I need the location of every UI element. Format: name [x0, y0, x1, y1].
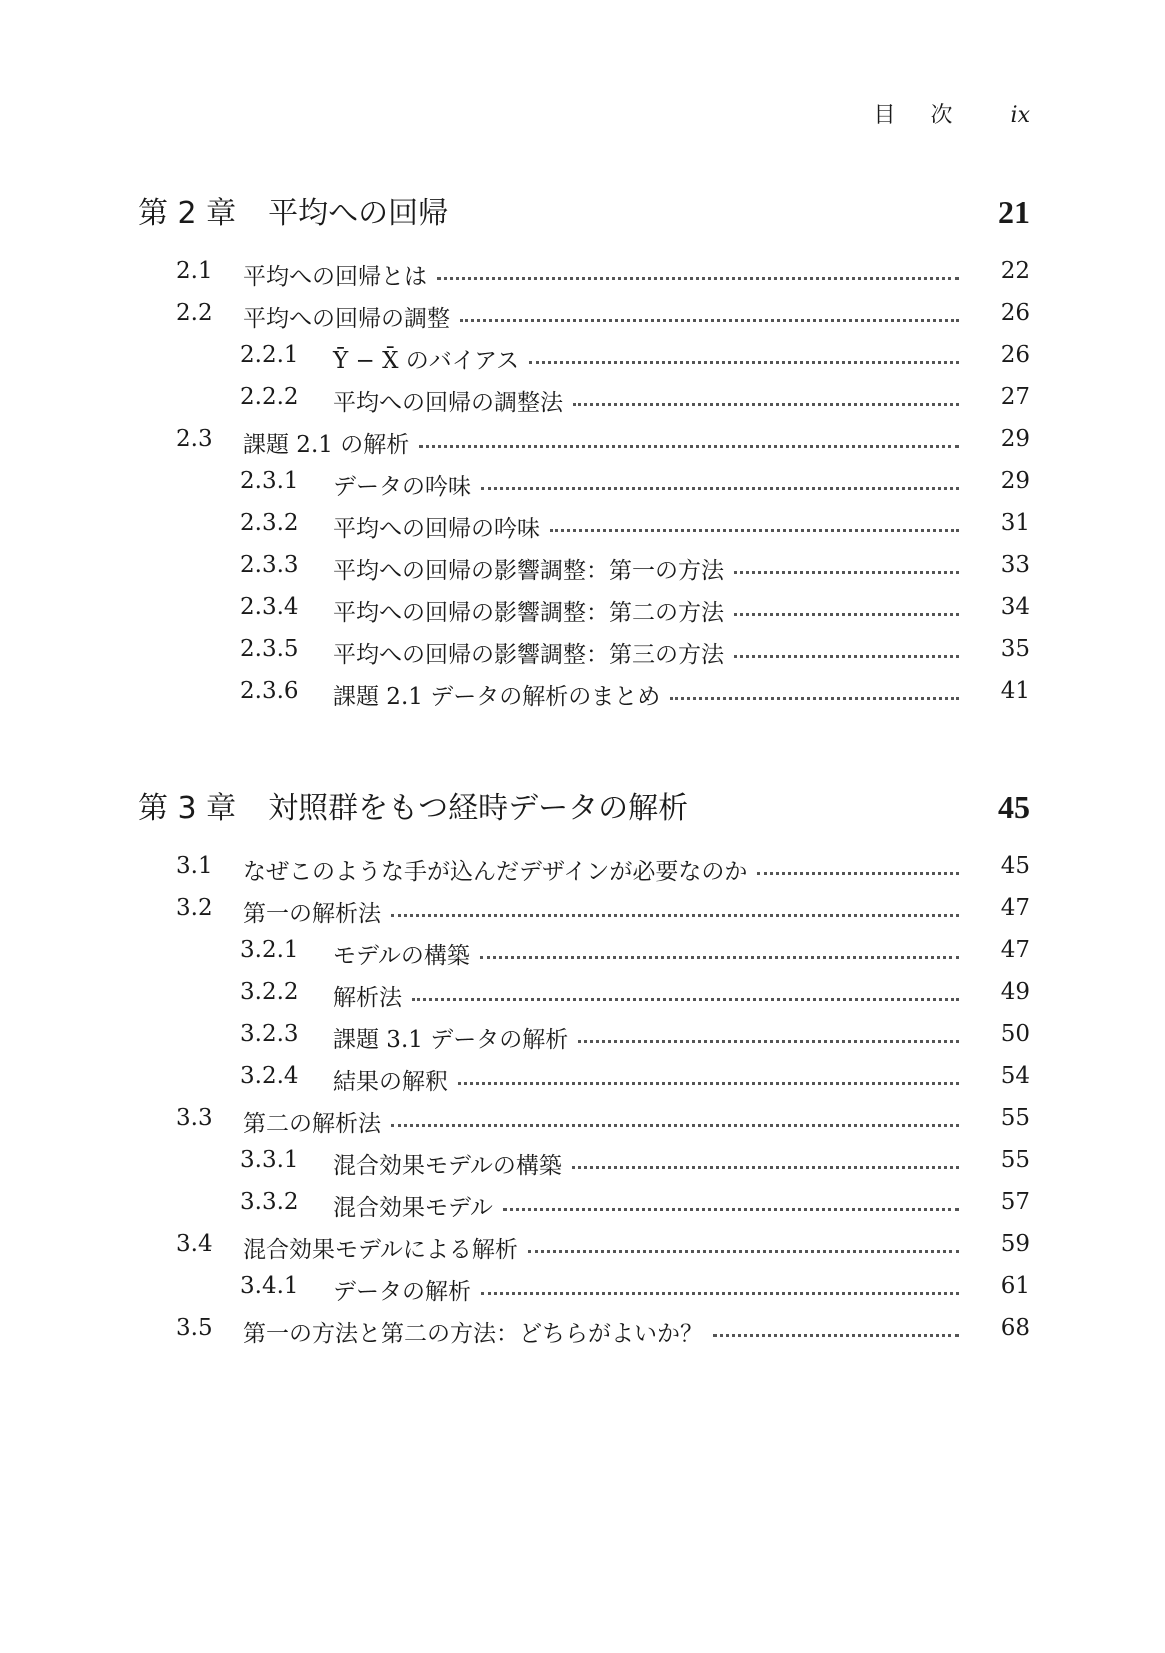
toc-entry-number: 2.3.5 — [240, 636, 299, 662]
chapter-heading-3 — [138, 783, 1030, 827]
toc-entry[interactable] — [0, 384, 1165, 428]
running-header-title: 目 次 — [873, 103, 967, 128]
dot-leader — [713, 1333, 959, 1337]
dot-leader — [528, 1249, 959, 1253]
toc-entry-title: 解析法 — [333, 985, 402, 1011]
toc-entry-page: 55 — [1000, 1147, 1030, 1173]
toc-entry-title: 課題 3.1 データの解析 — [333, 1027, 569, 1053]
toc-entry[interactable] — [0, 853, 1165, 897]
toc-entry[interactable] — [0, 300, 1165, 344]
toc-entry-page: 41 — [1000, 678, 1030, 704]
toc-entry-title: 第一の解析法 — [243, 901, 381, 927]
toc-entry-number: 3.2.2 — [240, 979, 299, 1005]
toc-entry-title-wrap — [243, 1315, 971, 1348]
toc-entry-title-wrap — [333, 636, 971, 669]
chapter-title: 対照群をもつ経時データの解析 — [268, 791, 689, 826]
toc-entry-number: 2.3.2 — [240, 510, 299, 536]
toc-entry[interactable] — [0, 937, 1165, 981]
toc-entry-number: 3.2 — [176, 895, 213, 921]
dot-leader — [734, 612, 959, 616]
toc-entry-page: 33 — [1000, 552, 1030, 578]
chapter-heading-2 — [138, 188, 1030, 232]
toc-entry-page: 26 — [1000, 300, 1030, 326]
toc-entry-title: 平均への回帰の影響調整：第二の方法 — [333, 600, 724, 626]
toc-entry-title: 平均への回帰の影響調整：第三の方法 — [333, 642, 724, 668]
toc-entry[interactable] — [0, 426, 1165, 470]
toc-entry[interactable] — [0, 1231, 1165, 1275]
toc-entry-title-wrap — [333, 678, 971, 711]
toc-entry-title: 平均への回帰の調整 — [243, 306, 450, 332]
toc-entry[interactable] — [0, 552, 1165, 596]
toc-entry-page: 47 — [1000, 895, 1030, 921]
dot-leader — [734, 654, 959, 658]
toc-entry-title-wrap — [333, 979, 971, 1012]
toc-entry-title-wrap — [333, 468, 971, 501]
toc-entry-page: 45 — [1000, 853, 1030, 879]
toc-entry[interactable] — [0, 979, 1165, 1023]
dot-leader — [480, 955, 959, 959]
toc-entry-title-wrap — [333, 1063, 971, 1096]
dot-leader — [460, 318, 959, 322]
chapter-page: 45 — [998, 789, 1030, 825]
toc-entry-title: 混合効果モデル — [333, 1195, 493, 1221]
toc-entry-number: 2.3.3 — [240, 552, 299, 578]
toc-entry-number: 2.2.1 — [240, 342, 299, 368]
toc-entry-number: 3.5 — [176, 1315, 213, 1341]
toc-entry-number: 2.3.4 — [240, 594, 299, 620]
toc-entry-page: 54 — [1000, 1063, 1030, 1089]
toc-entry-title-wrap — [333, 594, 971, 627]
toc-entry-title-wrap — [333, 1273, 971, 1306]
toc-entry-number: 3.3 — [176, 1105, 213, 1131]
toc-entry-page: 55 — [1000, 1105, 1030, 1131]
toc-entry-number: 3.4 — [176, 1231, 213, 1257]
dot-leader — [578, 1039, 959, 1043]
toc-entry-page: 26 — [1000, 342, 1030, 368]
toc-entry-page: 29 — [1000, 468, 1030, 494]
dot-leader — [391, 913, 959, 917]
toc-entry[interactable] — [0, 594, 1165, 638]
dot-leader — [757, 871, 959, 875]
toc-entry-page: 29 — [1000, 426, 1030, 452]
dot-leader — [550, 528, 959, 532]
toc-entry-title-wrap — [243, 1231, 971, 1264]
toc-entry-number: 2.2 — [176, 300, 213, 326]
toc-entry[interactable] — [0, 342, 1165, 386]
toc-entry-number: 2.3 — [176, 426, 213, 452]
toc-entry-number: 3.2.3 — [240, 1021, 299, 1047]
toc-entry-title-wrap — [333, 342, 971, 375]
toc-entry-title: 課題 2.1 データの解析のまとめ — [333, 684, 661, 710]
toc-entry[interactable] — [0, 636, 1165, 680]
dot-leader — [503, 1207, 959, 1211]
toc-entry-title: 第二の解析法 — [243, 1111, 381, 1137]
toc-entry[interactable] — [0, 678, 1165, 722]
toc-entry-title: 平均への回帰の影響調整：第一の方法 — [333, 558, 724, 584]
chapter-label: 第 3 章 — [138, 791, 237, 826]
dot-leader — [529, 360, 959, 364]
toc-entry-page: 22 — [1000, 258, 1030, 284]
toc-entry-number: 2.2.2 — [240, 384, 299, 410]
toc-entry[interactable] — [0, 1021, 1165, 1065]
toc-entry-number: 2.1 — [176, 258, 213, 284]
toc-entry-title: モデルの構築 — [333, 943, 470, 969]
toc-entry[interactable] — [0, 1189, 1165, 1233]
toc-entry[interactable] — [0, 1147, 1165, 1191]
toc-entry-title-wrap — [243, 300, 971, 333]
toc-entry-title-wrap — [243, 853, 971, 886]
toc-entry[interactable] — [0, 1315, 1165, 1359]
toc-entry-number: 3.3.2 — [240, 1189, 299, 1215]
toc-entry-title: 第一の方法と第二の方法：どちらがよいか？ — [243, 1321, 703, 1347]
toc-entry-title-wrap — [243, 426, 971, 459]
toc-entry-number: 3.4.1 — [240, 1273, 299, 1299]
toc-entry-title: データの解析 — [333, 1279, 471, 1305]
toc-entry-title: 平均への回帰の吟味 — [333, 516, 540, 542]
toc-entry-title-wrap — [243, 1105, 971, 1138]
toc-entry-title: 結果の解釈 — [333, 1069, 448, 1095]
toc-entry[interactable] — [0, 895, 1165, 939]
dot-leader — [412, 997, 959, 1001]
toc-entry-number: 3.1 — [176, 853, 213, 879]
dot-leader — [572, 1165, 959, 1169]
toc-entry-page: 50 — [1000, 1021, 1030, 1047]
toc-entry-page: 68 — [1000, 1315, 1030, 1341]
toc-entry-title: なぜこのような手が込んだデザインが必要なのか — [243, 859, 748, 885]
running-header — [874, 98, 1030, 129]
toc-entry-title-wrap — [333, 1147, 971, 1180]
toc-entry-title-wrap — [333, 510, 971, 543]
dot-leader — [734, 570, 959, 574]
running-header-page-number: ix — [1010, 103, 1030, 128]
toc-entry-number: 2.3.1 — [240, 468, 299, 494]
dot-leader — [391, 1123, 959, 1127]
toc-entry-number: 3.2.4 — [240, 1063, 299, 1089]
dot-leader — [437, 276, 959, 280]
chapter-label: 第 2 章 — [138, 196, 237, 231]
toc-entry-page: 35 — [1000, 636, 1030, 662]
toc-entry[interactable] — [0, 1063, 1165, 1107]
toc-entry-page: 59 — [1000, 1231, 1030, 1257]
dot-leader — [458, 1081, 959, 1085]
dot-leader — [419, 444, 959, 448]
toc-entry[interactable] — [0, 510, 1165, 554]
toc-entry-number: 3.2.1 — [240, 937, 299, 963]
toc-entry-title: 課題 2.1 の解析 — [243, 432, 410, 458]
toc-entry-number: 2.3.6 — [240, 678, 299, 704]
toc-entry-title: Ȳ − X̄ のバイアス — [333, 348, 520, 374]
chapter-page: 21 — [998, 194, 1030, 230]
toc-entry-title-wrap — [333, 552, 971, 585]
toc-entry[interactable] — [0, 468, 1165, 512]
toc-entry[interactable] — [0, 258, 1165, 302]
toc-entry-title: データの吟味 — [333, 474, 471, 500]
dot-leader — [481, 486, 959, 490]
toc-entry-page: 57 — [1000, 1189, 1030, 1215]
toc-entry-page: 27 — [1000, 384, 1030, 410]
toc-entry-title: 平均への回帰とは — [243, 264, 427, 290]
toc-entry-title-wrap — [333, 384, 971, 417]
dot-leader — [670, 696, 959, 700]
toc-entry-title: 混合効果モデルの構築 — [333, 1153, 562, 1179]
toc-entry[interactable] — [0, 1105, 1165, 1149]
toc-entry-page: 47 — [1000, 937, 1030, 963]
toc-entry-title-wrap — [243, 895, 971, 928]
toc-entry-title: 平均への回帰の調整法 — [333, 390, 563, 416]
toc-entry-number: 3.3.1 — [240, 1147, 299, 1173]
toc-entry-page: 31 — [1000, 510, 1030, 536]
toc-entry-page: 49 — [1000, 979, 1030, 1005]
toc-entry-title-wrap — [243, 258, 971, 291]
toc-entry-page: 61 — [1000, 1273, 1030, 1299]
dot-leader — [481, 1291, 959, 1295]
toc-entry-title: 混合効果モデルによる解析 — [243, 1237, 518, 1263]
toc-entry-title-wrap — [333, 1021, 971, 1054]
chapter-title: 平均への回帰 — [268, 196, 449, 231]
toc-entry[interactable] — [0, 1273, 1165, 1317]
toc-entry-page: 34 — [1000, 594, 1030, 620]
dot-leader — [573, 402, 959, 406]
toc-entry-title-wrap — [333, 1189, 971, 1222]
toc-entry-title-wrap — [333, 937, 971, 970]
